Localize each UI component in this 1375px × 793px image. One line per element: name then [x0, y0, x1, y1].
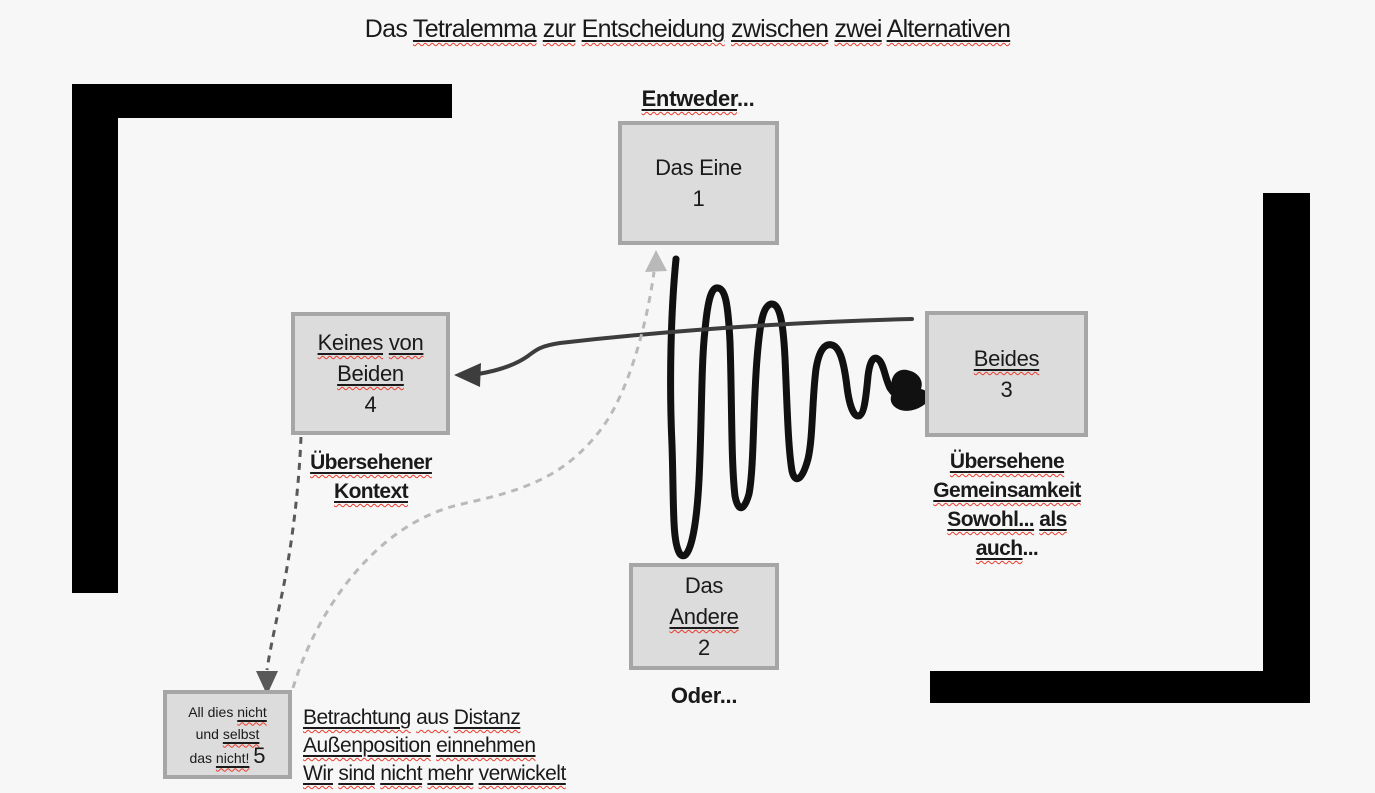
box-all-dies-nicht[interactable]: All dies nicht und selbst das nicht! 5: [163, 690, 292, 779]
text-betrachtung-aus-distanz[interactable]: Betrachtung aus Distanz Außenposition einnehmen Wir sind nicht mehr verwickelt: [303, 706, 566, 785]
arrowhead-box1[interactable]: [645, 250, 667, 272]
box-das-eine[interactable]: Das Eine 1: [618, 121, 779, 245]
box-beides[interactable]: Beides 3: [925, 311, 1088, 437]
label-entweder[interactable]: Entweder...: [641, 86, 755, 111]
box-das-andere[interactable]: Das Andere 2: [629, 563, 779, 670]
caption-uebersehener-kontext[interactable]: Übersehener Kontext: [310, 451, 432, 503]
squiggle-line[interactable]: [671, 259, 893, 556]
slide-title[interactable]: Das Tetralemma zur Entscheidung zwischen zwei Alternativen: [364, 15, 1011, 43]
label-oder[interactable]: Oder...: [670, 683, 738, 708]
caption-uebersehene-gemeinsamkeit[interactable]: Übersehene Gemeinsamkeit Sowohl... als auch...: [933, 450, 1081, 560]
scribble-blob[interactable]: [891, 370, 929, 411]
arrowhead-to-keines[interactable]: [454, 363, 481, 387]
box-keines-von-beiden[interactable]: Keines von Beiden 4: [291, 312, 450, 435]
